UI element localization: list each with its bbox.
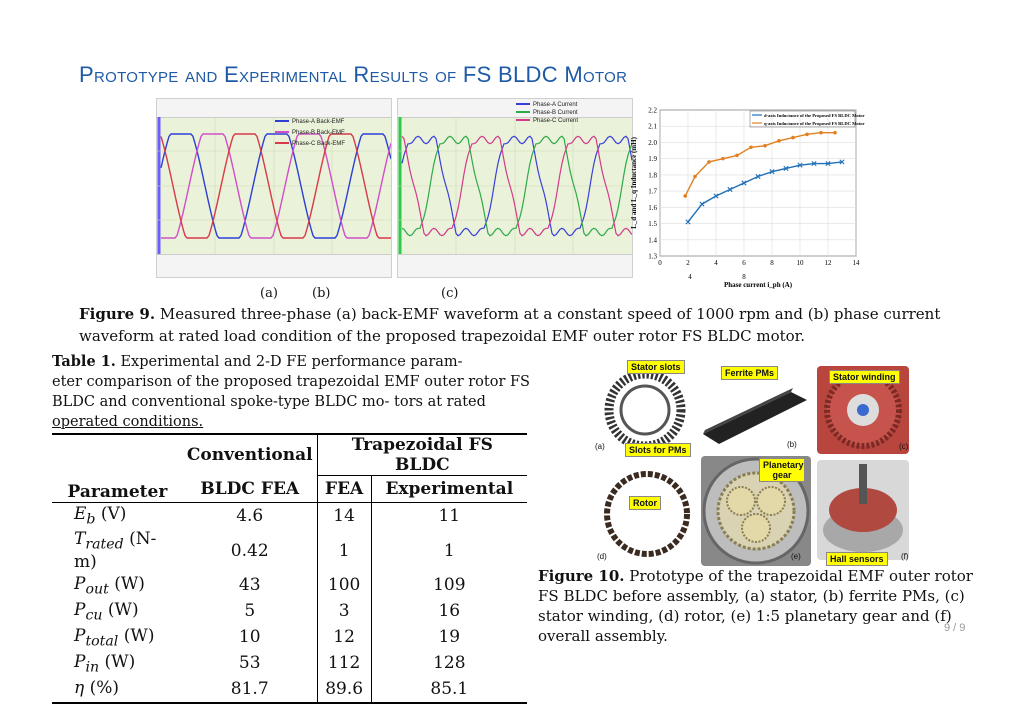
scope-footer [398,254,632,277]
panel-label-d: (d) [597,552,607,561]
tag-stator-winding: Stator winding [829,370,900,384]
col-header-parameter: Parameter [52,434,183,503]
data-point [735,154,739,158]
value-cell: 4.6 [183,503,317,530]
y-tick-label: 1.3 [648,252,657,261]
value-cell: 43 [183,572,317,598]
figure10-caption: Figure 10. Prototype of the trapezoidal EMF outer rotor FS BLDC before assembly, (a) stator, (b) ferrite PMs, (c) stator winding, (d) rotor, (e) 1:5 planetary gear and (f) overall assembly. [538,567,973,645]
x-tick-label: 0 [658,259,662,267]
legend-item: Phase-B Current [516,110,578,116]
y-axis-label: L_d and L_q Inductance (mH) [630,137,638,229]
panel-label-e: (e) [791,552,801,561]
photo-assembly [817,460,909,560]
data-point [833,131,837,135]
data-point [683,194,687,198]
value-cell: 14 [317,503,371,530]
data-point [805,133,809,137]
value-cell: 19 [438,627,461,648]
scope-backemf [156,98,392,278]
y-tick-label: 1.9 [648,155,657,164]
panel-label-c: (c) [899,442,909,451]
tag-slots-for-pms: Slots for PMs [625,443,691,457]
col-header-conventional: Conventional [183,434,317,476]
value-cell: 112 [317,650,371,676]
subfig-label-a: (a) [260,286,278,301]
backemf-waveform [157,117,391,255]
data-point [777,139,781,143]
data-point [763,144,767,148]
value-cell: 12 [317,624,371,650]
value-cell: 85.1 [430,679,469,700]
param-cell: η (%) [74,677,120,698]
value-cell: 1 [443,540,455,561]
col-header-fea: FEA [317,476,371,503]
value-cell: 89.6 [317,676,371,703]
x-tick-label: 14 [852,259,860,267]
panel-label-a: (a) [595,442,605,451]
x-tick-label: 8 [770,259,774,267]
legend-item: Phase-A Current [516,102,577,108]
legend-label: q-axis Inductance of the Proposed FS BLDC Motor [764,121,865,127]
table-row [52,676,527,703]
scope-footer [157,254,391,277]
param-cell: $P_{out}$ (W) [74,573,145,598]
tag-planetary-gear: Planetary gear [759,458,805,482]
legend-label: d-axis Inductance of the Proposed FS BLDC Motor [764,113,865,119]
col-header-bldc-fea: BLDC FEA [183,476,317,503]
value-cell: 10 [183,624,317,650]
rotor-drawing [599,466,695,562]
y-tick-label: 1.4 [648,236,657,245]
legend-item: Phase-C Current [516,118,578,124]
y-tick-label: 1.5 [648,220,657,229]
y-tick-label: 1.6 [648,203,657,212]
photo-rotor [599,466,695,562]
plot-area [660,110,856,256]
param-cell: $E_b$ (V) [74,504,127,528]
data-point [707,160,711,164]
tag-stator-slots: Stator slots [627,360,685,374]
data-point [791,136,795,140]
value-cell: 100 [317,572,371,598]
param-cell: $P_{cu}$ (W) [74,599,139,624]
figure10-collage [595,356,970,568]
value-cell: 0.42 [183,529,317,572]
value-cell: 53 [183,650,317,676]
stator-drawing [597,366,693,454]
y-tick-label: 2.1 [648,122,657,131]
scope-current [397,98,633,278]
y-tick-label: 2.2 [648,106,657,115]
value-cell: 128 [433,653,466,674]
table1-caption: Table 1. Experimental and 2-D FE performance param- eter comparison of the proposed trapezoidal EMF outer rotor FS BLDC and conventional spoke-type BLDC mo- tors at rated operated conditions. [52,353,530,430]
performance-table [52,433,527,704]
y-tick-label: 1.8 [648,171,657,180]
legend-item: Phase-A Back-EMF [275,119,344,125]
y-tick-label: 2.0 [648,138,657,147]
y-tick-label: 1.7 [648,187,657,196]
col-header-experimental: Experimental [385,479,514,499]
inductance-chart [624,102,874,294]
tag-ferrite-pms: Ferrite PMs [721,366,778,380]
data-point [819,131,823,135]
table-row [52,572,527,598]
scope-header [157,99,391,118]
value-cell: 1 [317,529,371,572]
value-cell: 81.7 [183,676,317,703]
legend-item: Phase-C Back-EMF [275,141,345,147]
legend-item: Phase-B Back-EMF [275,130,345,136]
x-tick-label: 10 [796,259,804,267]
param-cell: $P_{in}$ (W) [74,651,136,676]
param-cell: $T_{rated}$ (N-m) [74,529,157,573]
table-row [52,503,527,530]
scope-header [398,99,632,118]
table-row [52,598,527,624]
subfig-label-c: (c) [441,286,459,301]
tag-rotor: Rotor [629,496,661,510]
data-point [693,175,697,179]
table-row [52,624,527,650]
x-tick-label: 12 [824,259,832,267]
x-axis-label: Phase current i_ph (A) [723,281,793,289]
table-row [52,650,527,676]
value-cell: 16 [438,601,461,622]
panel-label-f: (f) [901,552,909,561]
current-waveform [398,117,632,255]
figure9-caption: Figure 9. Measured three-phase (a) back-EMF waveform at a constant speed of 1000 rpm and (b) phase current waveform at rated load condition of the proposed trapezoidal EMF outer rotor FS BLDC motor. [79,305,941,345]
data-point [749,146,753,150]
value-cell: 3 [317,598,371,624]
x-tick-label-extra: 4 [688,273,692,281]
panel-label-b: (b) [787,440,797,449]
subfig-label-b: (b) [312,286,331,301]
table-row [52,529,527,572]
photo-stator [597,366,693,454]
page-title: Prototype and Experimental Results of FS BLDC Motor [79,62,628,87]
x-tick-label: 6 [742,259,746,267]
data-point [721,157,725,161]
tag-hall-sensors: Hall sensors [826,552,888,566]
col-header-trapezoidal: Trapezoidal FS BLDC [317,434,527,476]
x-tick-label: 4 [714,259,718,267]
value-cell: 5 [183,598,317,624]
x-tick-label: 2 [686,259,690,267]
value-cell: 109 [433,575,466,596]
page-number: 9 / 9 [944,622,966,634]
param-cell: $P_{total}$ (W) [74,625,155,650]
assembly-drawing [817,460,909,560]
x-tick-label-extra: 8 [742,273,746,281]
value-cell: 11 [438,506,461,526]
